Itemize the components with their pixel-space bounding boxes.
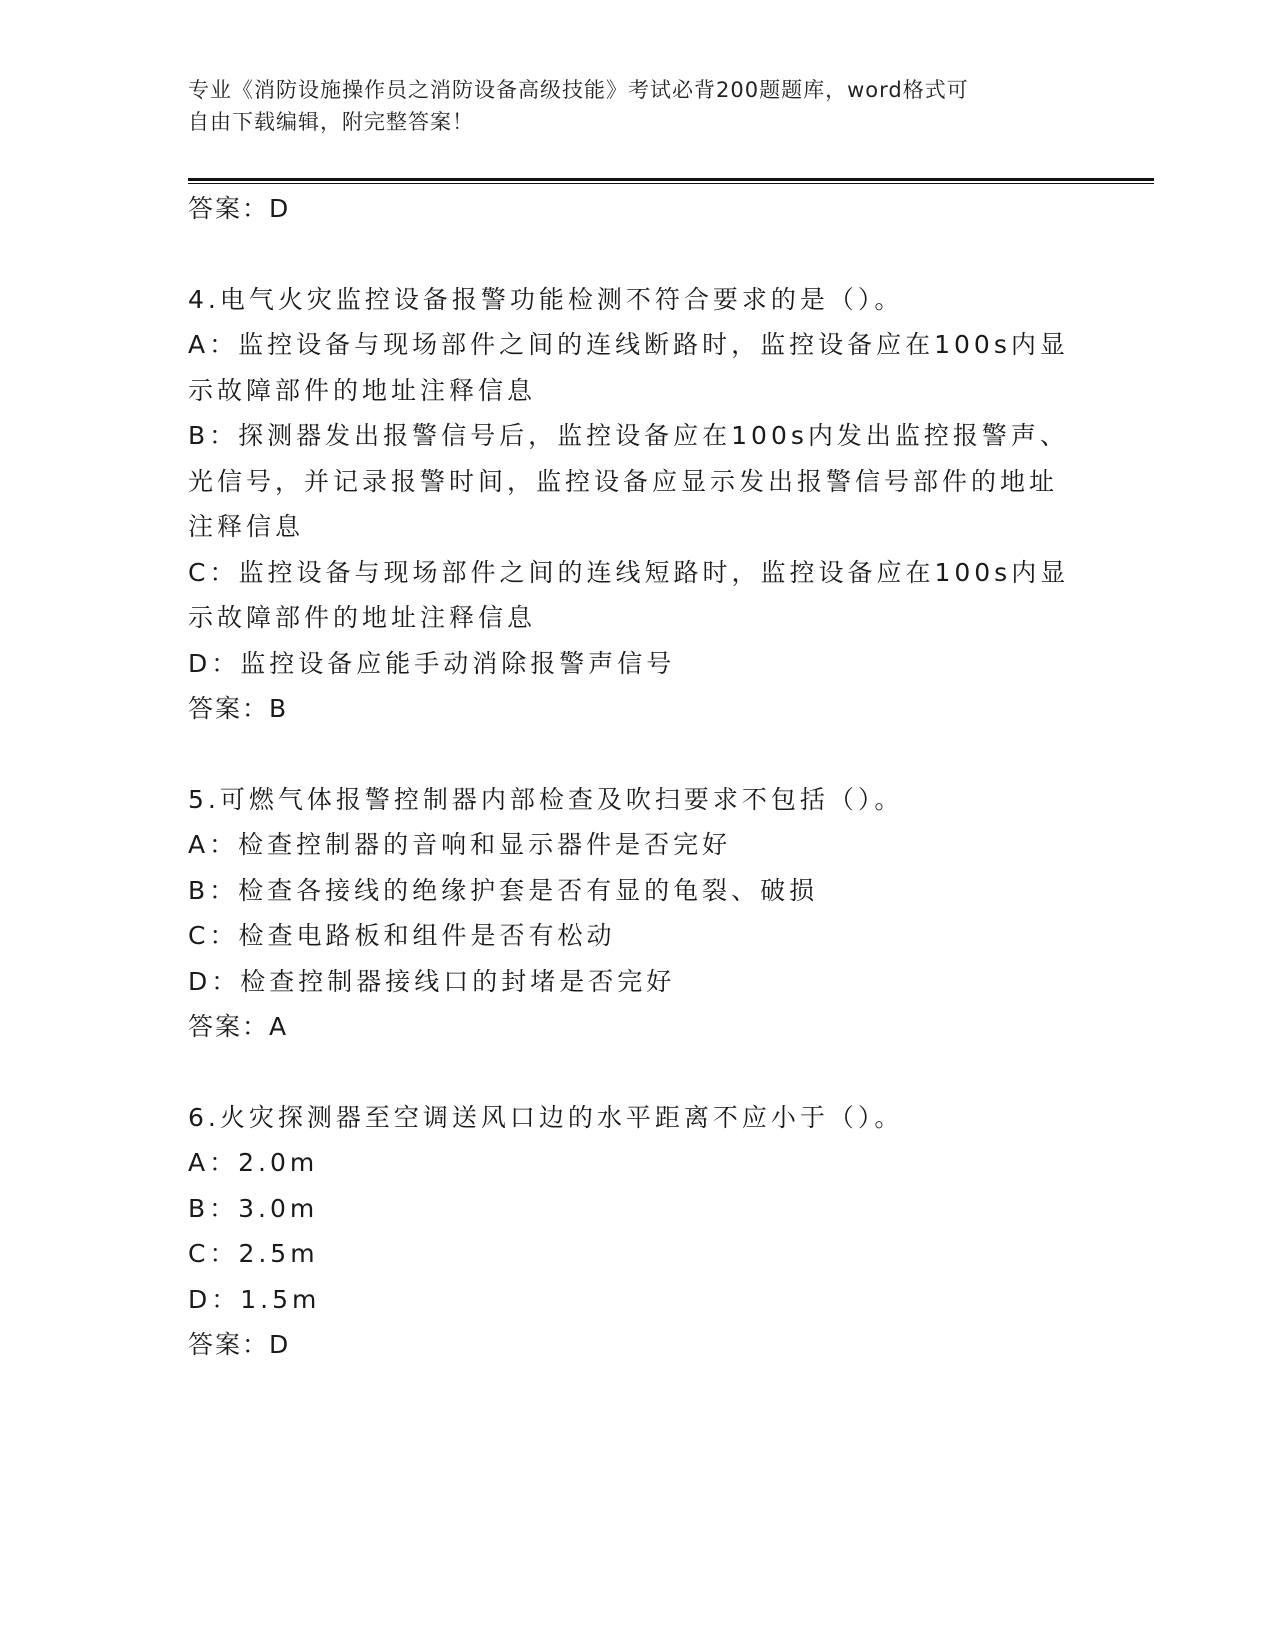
question-4-stem: 4.电气火灾监控设备报警功能检测不符合要求的是（）。: [188, 284, 904, 314]
question-6-option-b: B：3.0m: [188, 1193, 319, 1223]
question-4-option-c-cont: 示故障部件的地址注释信息: [188, 603, 537, 632]
spacer: [188, 1050, 1088, 1095]
question-6-option-a: A：2.0m: [188, 1148, 319, 1177]
question-5-option-b: B：检查各接线的绝缘护套是否有显的龟裂、破损: [188, 875, 819, 905]
question-6-option-c: C：2.5m: [188, 1239, 319, 1268]
question-4-option-c: C：监控设备与现场部件之间的连线短路时，监控设备应在100s内显: [188, 557, 1070, 587]
spacer: [188, 232, 1088, 277]
header-rule-thin: [188, 183, 1154, 184]
question-6-answer: 答案：D: [188, 1330, 291, 1359]
question-6-stem: 6.火灾探测器至空调送风口边的水平距离不应小于（）。: [188, 1102, 904, 1132]
question-5-answer: 答案：A: [188, 1012, 289, 1041]
question-5-stem: 5.可燃气体报警控制器内部检查及吹扫要求不包括（）。: [188, 784, 904, 814]
question-5-option-a: A：检查控制器的音响和显示器件是否完好: [188, 830, 732, 859]
question-5-option-c: C：检查电路板和组件是否有松动: [188, 921, 616, 950]
question-6-option-d: D：1.5m: [188, 1284, 321, 1314]
header-line-2: 自由下载编辑，附完整答案！: [188, 110, 474, 134]
previous-answer: 答案：D: [188, 194, 291, 223]
question-5: [188, 777, 1088, 1050]
question-4-option-b-cont-2: 注释信息: [188, 512, 305, 541]
question-4-option-a: A：监控设备与现场部件之间的连线断路时，监控设备应在100s内显: [188, 330, 1069, 359]
question-4-option-b-cont: 光信号，并记录报警时间，监控设备应显示发出报警信号部件的地址: [188, 466, 1059, 496]
header-rule-thick: [188, 178, 1154, 181]
header-line-1: 专业《消防设施操作员之消防设备高级技能》考试必背200题题库，word格式可: [188, 78, 969, 102]
question-4-option-a-cont: 示故障部件的地址注释信息: [188, 375, 537, 405]
page-header: [188, 74, 1068, 138]
question-4-answer: 答案：B: [188, 694, 289, 723]
spacer: [188, 732, 1088, 777]
question-4-option-d: D：监控设备应能手动消除报警声信号: [188, 648, 676, 678]
question-6: [188, 1095, 1088, 1368]
question-4-option-b: B：探测器发出报警信号后，监控设备应在100s内发出监控报警声、: [188, 421, 1069, 450]
question-5-option-d: D：检查控制器接线口的封堵是否完好: [188, 966, 676, 996]
document-body: [188, 186, 1088, 1368]
question-4: [188, 277, 1088, 732]
